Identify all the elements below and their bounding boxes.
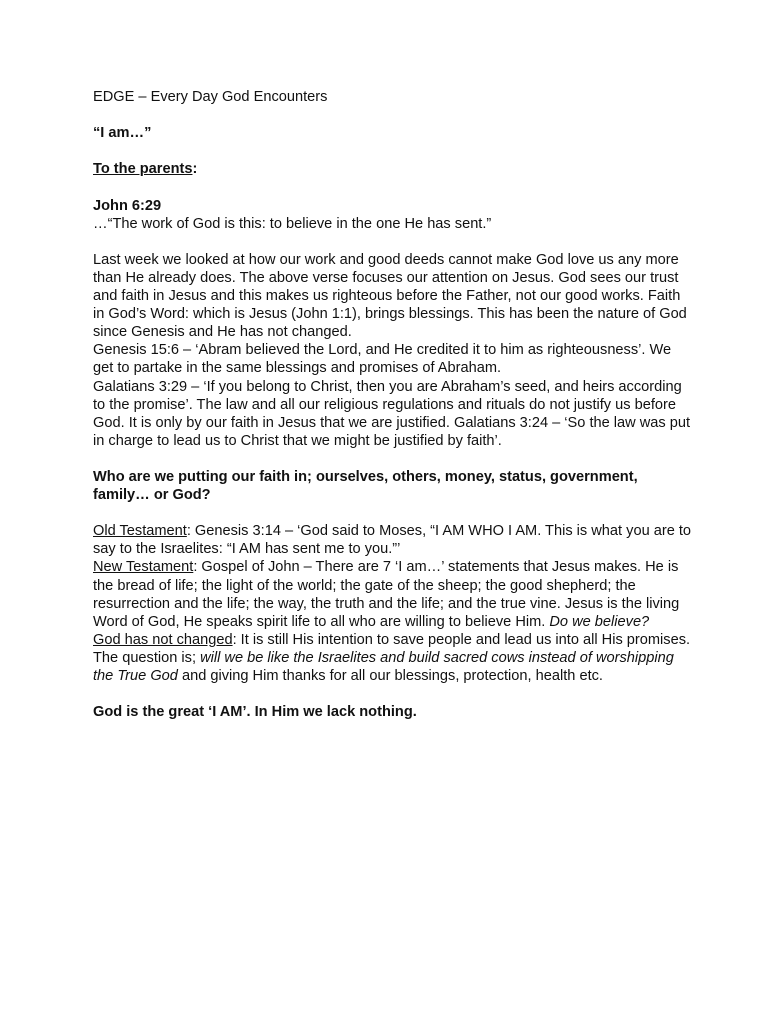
new-testament-label: New Testament: [93, 559, 194, 576]
document-title: “I am…”: [93, 125, 152, 142]
god-unchanged-tail: and giving Him thanks for all our blessings, protection, health etc.: [177, 668, 603, 684]
old-testament-label: Old Testament: [93, 523, 187, 540]
document-page: [93, 88, 693, 739]
verse-block: [93, 197, 693, 233]
parents-heading-label: To the parents: [93, 161, 193, 178]
new-testament-text: : Gospel of John – There are 7 ‘I am…’ statements that Jesus makes. He is the bread of life; the light of the world; the gate of the sheep; the good shepherd; the resurrection and the life; the way, the truth and the life; and the true vine. Jesus is the living Word of God, He speaks spirit life to all who are willing to believe Him.: [93, 559, 680, 630]
faith-question: Who are we putting our faith in; ourselves, others, money, status, government, family… or God?: [93, 468, 638, 504]
paragraph-galatians: Galatians 3:29 – ‘If you belong to Christ, then you are Abraham’s seed, and heirs according to the promise’. The law and all our religious regulations and rituals do not justify us before God. It is only by our faith in Jesus that we are justified. Galatians 3:24 – ‘So the law was put in charge to lead us to Christ that we might be justified by faith’.: [93, 378, 691, 449]
god-unchanged-italic: will we be like the Israelites and build sacred cows instead of worshipping the True God: [93, 649, 674, 684]
document-header: EDGE – Every Day God Encounters: [93, 89, 328, 105]
old-testament-text: : Genesis 3:14 – ‘God said to Moses, “I AM WHO I AM. This is what you are to say to the Israelites: “I AM has sent me to you.”’: [93, 523, 692, 558]
god-unchanged-text: : It is still His intention to save people and lead us into all His promises. The question is;: [93, 631, 691, 666]
god-unchanged-label: God has not changed: [93, 631, 233, 648]
testament-paragraph: [93, 522, 693, 685]
parents-heading: [93, 160, 693, 178]
closing-statement: God is the great ‘I AM’. In Him we lack nothing.: [93, 704, 417, 721]
parents-heading-colon: :: [192, 161, 198, 178]
new-testament-italic: Do we believe?: [549, 613, 650, 630]
verse-reference: John 6:29: [93, 197, 162, 214]
verse-text: …“The work of God is this: to believe in the one He has sent.”: [93, 215, 492, 232]
body-paragraph: [93, 251, 693, 450]
paragraph-genesis: Genesis 15:6 – ‘Abram believed the Lord, and He credited it to him as righteousness’. We get to partake in the same blessings and promises of Abraham.: [93, 342, 672, 377]
paragraph-intro: Last week we looked at how our work and good deeds cannot make God love us any more than He already does. The above verse focuses our attention on Jesus. God sees our trust and faith in Jesus and this makes us righteous before the Father, not our good works. Faith in God’s Word: which is Jesus (John 1:1), brings blessings. This has been the nature of God since Genesis and He has not changed.: [93, 251, 687, 341]
